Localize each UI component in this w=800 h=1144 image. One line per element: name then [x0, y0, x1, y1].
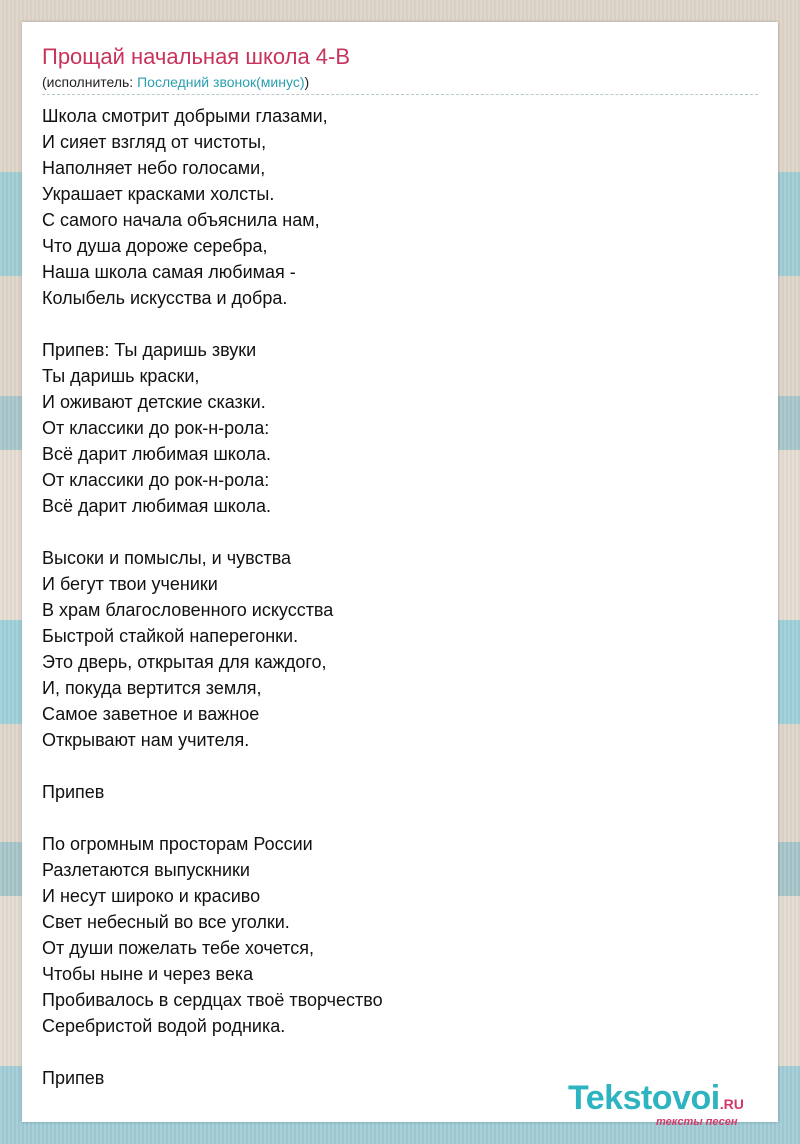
- artist-suffix: ): [304, 74, 310, 90]
- lyric-line: Быстрой стайкой наперегонки.: [42, 626, 299, 646]
- artist-link[interactable]: Последний звонок(минус): [137, 74, 305, 90]
- lyric-line: Это дверь, открытая для каждого,: [42, 652, 327, 672]
- lyric-line: Пробивалось в сердцах твоё творчество: [42, 990, 383, 1010]
- header-divider: [42, 94, 758, 95]
- lyric-line: Свет небесный во все уголки.: [42, 912, 290, 932]
- lyric-line: Высоки и помыслы, и чувства: [42, 548, 292, 568]
- lyric-line: Ты даришь краски,: [42, 366, 200, 386]
- song-title: Прощай начальная школа 4-В: [42, 44, 351, 69]
- lyric-line: От классики до рок-н-рола:: [42, 418, 270, 438]
- lyric-line: Самое заветное и важное: [42, 704, 260, 724]
- lyric-line: От души пожелать тебе хочется,: [42, 938, 314, 958]
- lyric-line: [42, 519, 383, 545]
- logo-brand-name: Tekstovoi: [568, 1079, 720, 1117]
- lyric-line: Серебристой водой родника.: [42, 1016, 286, 1036]
- lyric-line: [42, 753, 383, 779]
- lyric-line: Украшает красками холсты.: [42, 184, 275, 204]
- lyric-line: Разлетаются выпускники: [42, 860, 250, 880]
- lyric-line: [42, 311, 383, 337]
- site-logo[interactable]: [568, 1078, 778, 1128]
- lyric-line: И сияет взгляд от чистоты,: [42, 132, 267, 152]
- lyric-line: И оживают детские сказки.: [42, 392, 266, 412]
- lyrics-sheet: [22, 22, 778, 1128]
- logo-tld: .RU: [719, 1096, 744, 1112]
- lyric-line: Что душа дороже серебра,: [42, 236, 268, 256]
- lyric-line: И бегут твои ученики: [42, 574, 218, 594]
- lyric-line: И несут широко и красиво: [42, 886, 261, 906]
- lyric-line: По огромным просторам России: [42, 834, 313, 854]
- lyric-line: Припев: [42, 782, 105, 802]
- lyric-line: Всё дарит любимая школа.: [42, 444, 271, 464]
- lyric-line: Чтобы ныне и через века: [42, 964, 254, 984]
- logo-tagline: тексты песен: [656, 1116, 738, 1128]
- lyric-line: [42, 1039, 383, 1065]
- lyrics-body: [42, 103, 383, 1091]
- artist-line: [42, 73, 309, 91]
- lyric-line: И, покуда вертится земля,: [42, 678, 262, 698]
- lyric-line: Припев: [42, 1068, 105, 1088]
- lyric-line: Наполняет небо голосами,: [42, 158, 266, 178]
- lyric-line: В храм благословенного искусства: [42, 600, 334, 620]
- lyric-line: Школа смотрит добрыми глазами,: [42, 106, 328, 126]
- lyric-line: Припев: Ты даришь звуки: [42, 340, 257, 360]
- lyric-line: Открывают нам учителя.: [42, 730, 250, 750]
- lyric-line: От классики до рок-н-рола:: [42, 470, 270, 490]
- lyric-line: Колыбель искусства и добра.: [42, 288, 288, 308]
- lyric-line: [42, 805, 383, 831]
- lyric-line: С самого начала объяснила нам,: [42, 210, 320, 230]
- lyric-line: Наша школа самая любимая -: [42, 262, 296, 282]
- artist-prefix: (исполнитель:: [42, 74, 138, 90]
- lyric-line: Всё дарит любимая школа.: [42, 496, 271, 516]
